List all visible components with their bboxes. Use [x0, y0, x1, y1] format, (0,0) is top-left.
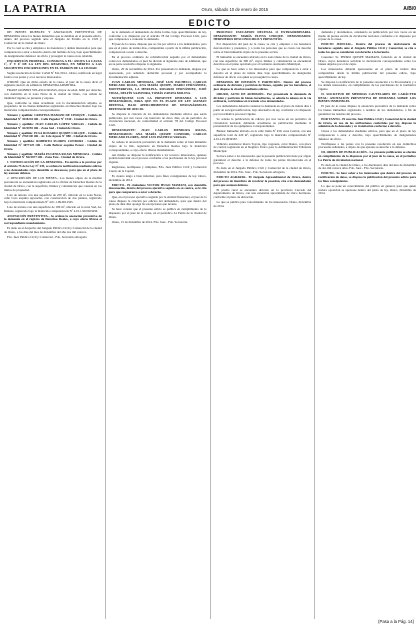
notice-paragraph: Fdo. Juez Público Civil y Comercial - Fdo. Secretario Abogado.	[7, 234, 88, 239]
notice-paragraph: Se hace saber a los interesados que la presente publicación tiene por objeto garantizar el derecho a la defensa de todas las partes involucradas en el proceso.	[213, 154, 312, 166]
notice-paragraph: Causante: Sr. PEDRO QUISPE MAMANI, fallecido en la ciudad de Oruro, cuyos herederos solicitan la declaratoria correspondiente sobre los bienes dejados por el de cujus.	[318, 54, 416, 67]
section-title: EDICTO	[188, 17, 232, 28]
notice-paragraph: Que, conforme se tiene acreditado con la documentación adjunta, es propietario de los bienes inmuebles registrados en Derechos Reales bajo las matrículas computarizadas correspondientes.	[4, 100, 102, 113]
notice-paragraph: Regístrese, notifíquese y cúmplase. Fdo. Juez Público Civil y Comercial Cuarto de la Capital.	[108, 165, 207, 173]
notice-paragraph: EDICTO.- Se hace saber a los interesados que dentro del proceso de rectificación de datos, se dispuso la publicación del presente edicto para los fines consiguientes.	[318, 171, 416, 183]
notice-paragraph: Número y apellido: JUAN CARLOS LÓPEZ VARGAS - Cédula de Identidad Nº 4221055 OR - Zona Sud - Ciudad de Oruro.	[4, 121, 102, 130]
notice-paragraph: OTROSÍ: Que en dicho estado de la causa, el juez de la causa dictó el siguiente decreto de admisión: DEMANDA ADMITIDA.	[4, 79, 102, 88]
notice-paragraph: Es dado en el despacho del Juzgado Público Civil y Comercial de la ciudad de Oruro, a los días del mes de diciembre del año dos mil catorce.	[4, 226, 102, 234]
notice-paragraph: 1. NOTIFICACIÓN DE LA DEMANDA.- En mérito a lo previsto por el artículo 75 de la Ley Nº 439, se ordena la notificación mediante edictos a los demandados cuyo domicilio se desconoce, para que en el plazo de ley asuman defensa.	[4, 160, 102, 176]
text-columns	[4, 31, 416, 619]
notice-paragraph: Es dado en el Juzgado Público Civil y Comercial de la ciudad de Oruro, diciembre de 2014. Fdo. Juez - Fdo. Secretario Abogado.	[213, 166, 312, 175]
notice-paragraph: Número y apellido: CRISTINA MAMANI DE CHOQUE - Cédula de Identidad Nº 3518244 OR - Calle Pagador Nº 1540 - Ciudad de Oruro.	[4, 113, 102, 121]
notice-paragraph: 2. DESCRIPCIÓN DE LOS BIENES.- Los bienes objeto de la medida precautoria se encuentran registrados en la oficina de Derechos Reales de la ciudad de Oruro, con la superficie, límites y colindancias que constan en los títulos de propiedad.	[4, 176, 102, 192]
notice-paragraph: de la demanda al demandado de dicha forma, bajo apercibimiento de ley, conforme a lo dispuesto por el artículo 78 del Código Procesal Civil, para que comparezca a contestar la demanda.	[108, 31, 207, 42]
notice-paragraph: Número y apellido: ROBERTO FLORES CONDORI - Cédula de Identidad Nº 3077125 OR - Calle Bolívar esquina Potosí - Ciudad de Oruro.	[4, 139, 102, 151]
dateline: Oruro, sábado 10 de enero de 2015	[201, 6, 269, 12]
notice-paragraph: Oruro, 20 de noviembre de 2014. Por presentada la demanda, téngase por apersonado, por señalado domicilio procesal y por acompañada la documentación adjunta.	[108, 67, 207, 79]
notice-paragraph: POR TANTO.- El suscrito Juez Público Civil y Comercial de la ciudad de Oruro, en uso de las atribuciones conferidas por ley, dispone la admisión de la demanda y su tramitación conforme a derecho.	[318, 116, 416, 129]
column-1	[4, 31, 102, 619]
notice-paragraph: ORURO, AUTO DE ADMISIÓN.- Por presentada la demanda de división y partición de bienes hereditarios, se admite la misma en la vía ordinaria, corriéndose en traslado a los demandados.	[213, 92, 312, 104]
notice-paragraph: Bienes: Inmueble ubicado en la calle Junín Nº 450, zona Central, con una superficie total de 420 m², registrado bajo la matrícula computarizada Nº 4.01.1.01.0034567.	[213, 129, 312, 141]
notice-paragraph: FRANZ GILBERT VELASCO ROJAS, mayor de edad, hábil por derecho, con domicilio en la zona Norte de la ciudad de Oruro, con cédula de identidad vigente, se presenta y expone.	[4, 88, 102, 100]
notice-paragraph: El inmueble se encuentra ubicado en la zona Oeste de la ciudad de Oruro, con una superficie de 300 m², cuyos límites y colindancias se encuentran descritos en el plano aprobado por el Gobierno Autónomo Municipal.	[213, 54, 312, 67]
notice-paragraph: Oruro, 15 de diciembre de 2014. Fdo. Juez - Fdo. Secretaria.	[111, 219, 188, 224]
notice-paragraph: INSCRIPCIÓN PRIMERA.- CONSIGNA A EL: ANOTA LA CAUSA 1º, 3º Y 6º DE LA LEY DEL REGISTRO, EN MÉRITO A LAS SIGUIENTES INSCRIPCIONES EN EL PADRÓN DE LA CIUDAD:	[4, 58, 102, 70]
notice-paragraph: Que, en el proceso ejecutivo seguido por la entidad financiera, el juez de la causa dispuso la citación por edictos del demandado, para que dentro del plazo de diez días oponga las excepciones que tuviere.	[108, 194, 207, 207]
notice-paragraph: Lote de terreno con una superficie de 250 m², ubicado en la zona Norte, calle Caro esquina Ayacucho, con construcción de dos plantas, registrado bajo la matrícula computarizada Nº 4.01.1.99.0012345.	[4, 192, 102, 204]
notice-paragraph: PROCESO: USUCAPIÓN DECENAL O EXTRAORDINARIA. DEMANDANTE: MARÍA ELENA CHOQUE. DEMANDADOS: HEREDEROS DESCONOCIDOS Y PRESUNTOS.	[213, 31, 312, 42]
notice-paragraph: Vehículo automotor marca Toyota, tipo vagoneta, color blanco, con placa de control registrada en el Registro Único para la Administración Tributaria Municipal.	[213, 141, 312, 154]
notice-paragraph: DE: BIENES MUEBLES: Y ANOTACIÓN PREVENTIVA DE DEMANDA sobre los bienes inmuebles que se detallan en el presente edicto, dentro del proceso seguido ante el Juzgado de Partido en lo Civil y Comercial de la ciudad de Oruro.	[4, 31, 102, 46]
notice-paragraph: demanda y documentos, ordenando su publicación por tres veces en un medio de prensa escrita de circulación nacional, conforme a lo dispuesto por el juez de la causa.	[318, 31, 416, 42]
notice-paragraph: Es cuanto tengo a bien informar, para fines consiguientes de ley. Oruro, diciembre de 2014.	[108, 173, 207, 182]
notice-paragraph: ANOTACIÓN PREVENTIVA.- Se ordena la anotación preventiva de la demanda en el registro de Derechos Reales, a cuyo efecto líbrese el correspondiente mandamiento.	[4, 213, 102, 226]
notice-paragraph: NOTIFÍQUESE CON LA PRESENTE DEMANDA A LOS DEMANDADOS, PARA QUE EN EL PLAZO DE LEY ASUMAN DEFENSA, BAJO APERCIBIMIENTO DE DESIGNÁRSELES DEFENSOR DE OFICIO.	[108, 95, 207, 111]
notice-paragraph: Número y apellido: MARÍA EUGENIA ROJAS MENDOZA - Cédula de Identidad Nº 5021877 OR - Zona Este - Ciudad de Oruro.	[4, 151, 102, 160]
notice-paragraph: EDICTO AGRARIO.- El Juzgado Agroambiental de Oruro, dentro del proceso de interdicto de recobrar la posesión, cita a los demandados para que asuman defensa.	[213, 175, 312, 187]
column-4	[314, 31, 416, 619]
notice-paragraph: Lote de terreno con una superficie de 180 m², ubicado en la zona Sud, Av. Dehene, registrado bajo la matrícula computarizada Nº 4.01.1.99.0023456.	[4, 204, 102, 213]
notice-paragraph: JUAN CARLOS MENDOZA, JOSÉ LUIS PACHECO, CARLOS MERCADO ROJAS, ANA MARÍA QUISPE, MARIO FERNÁNDEZ, MONTERRIVAS, LA MERLINA, ROSARIO FERNÁNDEZ, JOSÉ VIDAL, DELFÍN SAAVEDRA, TOMÁS ZAPATA MOLINA.	[108, 79, 207, 95]
notice-paragraph: El juez de la causa dispuso la anotación preventiva de la demanda sobre los bienes inmuebles registrados a nombre de los demandados, a fin de garantizar las resultas del proceso.	[318, 104, 416, 116]
notice-paragraph: Lo que se pone en conocimiento del público en general, para que quien tuviere oposición se apersone dentro del plazo de ley. Oruro, diciembre de 2014.	[318, 183, 416, 196]
notice-paragraph: Lo que se publica para conocimiento de los interesados. Oruro, diciembre de 2014.	[213, 199, 312, 208]
notice-paragraph: Se ordena la publicación de edictos por tres veces en un periódico de circulación nacional, debiendo acreditarse su publicación mediante la presentación de los ejemplares correspondientes.	[213, 116, 312, 129]
notice-paragraph: El predio rural se encuentra ubicado en la provincia Cercado del departamento de Oruro, con una extensión aproximada de cinco hectáreas, conforme al plano de ubicación.	[213, 187, 312, 199]
notice-paragraph: Por lo cual se cita y emplaza a los herederos y demás interesados para que comparezcan a estar a derecho dentro del término de ley, bajo apercibimiento de designárseles defensor de oficio y proseguir la causa en su rebeldía.	[4, 46, 102, 58]
notice-paragraph: Se hace constar que el presente edicto se publica en cumplimiento de lo dispuesto por el juez de la causa, en el periódico La Patria de la ciudad de Oruro.	[108, 207, 207, 219]
continuation-note: (Pasa a la Pág. 14)	[378, 619, 414, 624]
notice-paragraph: Los interesados deberán apersonarse en el plazo de treinta días computables desde la última publicación del presente edicto, bajo apercibimiento de ley.	[318, 67, 416, 79]
notice-paragraph: Lo que se hace saber a los interesados para que comparezcan a estar a derecho en el plazo de treinta días, bajo apercibimiento de designarles defensor de oficio con quien se proseguirá la causa.	[213, 67, 312, 79]
notice-paragraph: Se dispone la notificación de la presente resolución a la Procuraduría y a los demás interesados, en cumplimiento de las previsiones de la normativa vigente.	[318, 79, 416, 92]
page-number: A/B/0	[403, 6, 416, 12]
notice-paragraph: II. SOLICITUD DE MEDIDAS CAUTELARES DE CARÁCTER REAL: ANOTACIÓN PREVENTIVA DE DEMANDA SOBRE LOS BIENES INMUEBLES.	[318, 92, 416, 104]
notice-paragraph: Se ordena la anotación preventiva de la demanda sobre el bien inmueble objeto de la litis, registrado en Derechos Reales bajo la matrícula correspondiente, a cuyo efecto líbrese mandamiento.	[108, 140, 207, 152]
notice-paragraph: Así mismo se dispone la notificación a los terceros interesados, quienes podrán intervenir en el proceso conforme a las previsiones de la ley procesal vigente.	[108, 152, 207, 165]
notice-paragraph: Número y apellido: ELSA ROSARIO QUISPE COLQUE - Cédula de Identidad Nº 2763140 OR - Av. 6 de Agosto Nº 880 - Ciudad de Oruro.	[4, 130, 102, 139]
notice-paragraph: Por disposición del juez de la causa, se cita y emplaza a los herederos desconocidos y presuntos, y a todas las personas que se crean con derecho sobre el bien inmueble objeto de la presente acción.	[213, 42, 312, 54]
column-2	[105, 31, 207, 619]
notice-paragraph: En el proceso ordinario de reivindicación seguido por el demandante contra los demandados, el juez ha dictado el siguiente auto de admisión, que en su parte resolutiva dispone lo siguiente.	[108, 54, 207, 67]
notice-paragraph: El juez de la causa, dispone que se cite por edictos a los demandados, para que en el plazo de treinta días, computables a partir de la última publicación, comparezcan a estar a derecho.	[108, 42, 207, 54]
notice-paragraph: III. ORDEN DE PUBLICACIÓN.- La presente publicación se efectúa en cumplimiento de lo dispuesto por el juez de la causa, en el periódico La Patria de circulación nacional.	[318, 150, 416, 162]
newspaper-logo: LA PATRIA	[4, 3, 67, 15]
notice-paragraph: EDICTO JUDICIAL.- Dentro del proceso de declaratoria de herederos seguido ante el Juzgado Público Civil y Comercial, se cita a todos los que se consideren con derecho a la herencia.	[318, 42, 416, 54]
section-header	[4, 17, 416, 29]
notice-paragraph: Se dispone la citación de los demandados mediante edictos que serán publicados por tres veces con intervalo de cinco días, en un periódico de circulación nacional, de conformidad al artículo 78 del Código Procesal Civil.	[108, 111, 207, 127]
notice-paragraph: DEMANDA DE DIVISIÓN Y PARTICIÓN.- Dentro del proceso ordinario de división y partición de bienes, seguido por los herederos, el juez dispuso la citación mediante edictos.	[213, 79, 312, 92]
notice-paragraph: EDICTO.- El ciudadano VICTOR HUGO MAMANI, con domicilio desconocido, dentro del proceso ejecutivo seguido en su contra, se le cita para que comparezca a estar a derecho.	[108, 182, 207, 194]
masthead	[4, 3, 416, 16]
notice-paragraph: Notifíquese a las partes con la presente resolución en sus domicilios procesales señalados, a objeto de que ejerzan su derecho a la defensa.	[318, 141, 416, 150]
notice-paragraph: Los demandados deberán contestar la demanda en el plazo de treinta días a partir de su legal notificación, bajo alternativa de ley, conforme a lo dispuesto por la normativa procesal vigente.	[213, 104, 312, 116]
notice-paragraph: Es dado en la ciudad de Oruro, a los diecinueve días del mes de diciembre de dos mil catorce años. Fdo. Juez - Fdo. Secretario.	[318, 162, 416, 171]
notice-paragraph: DEMANDANTE: JUAN CARLOS MENDOZA ROJAS, DEMANDADOS: ANA MARÍA QUISPE CONDORI, CARLOS MERCADO FLORES, JOSÉ LUIS PACHECO VARGAS.	[108, 127, 207, 140]
notice-paragraph: Según resolución de fecha: CASO Nº 811/2014 - Oruro, notificado en legal forma a las partes y a los terceros interesados.	[4, 70, 102, 79]
column-3	[210, 31, 312, 619]
notice-paragraph: Cítese a los demandados mediante edictos, para que en el plazo de ley comparezcan a estar a derecho, bajo apercibimiento de designárseles defensor de oficio.	[318, 129, 416, 141]
